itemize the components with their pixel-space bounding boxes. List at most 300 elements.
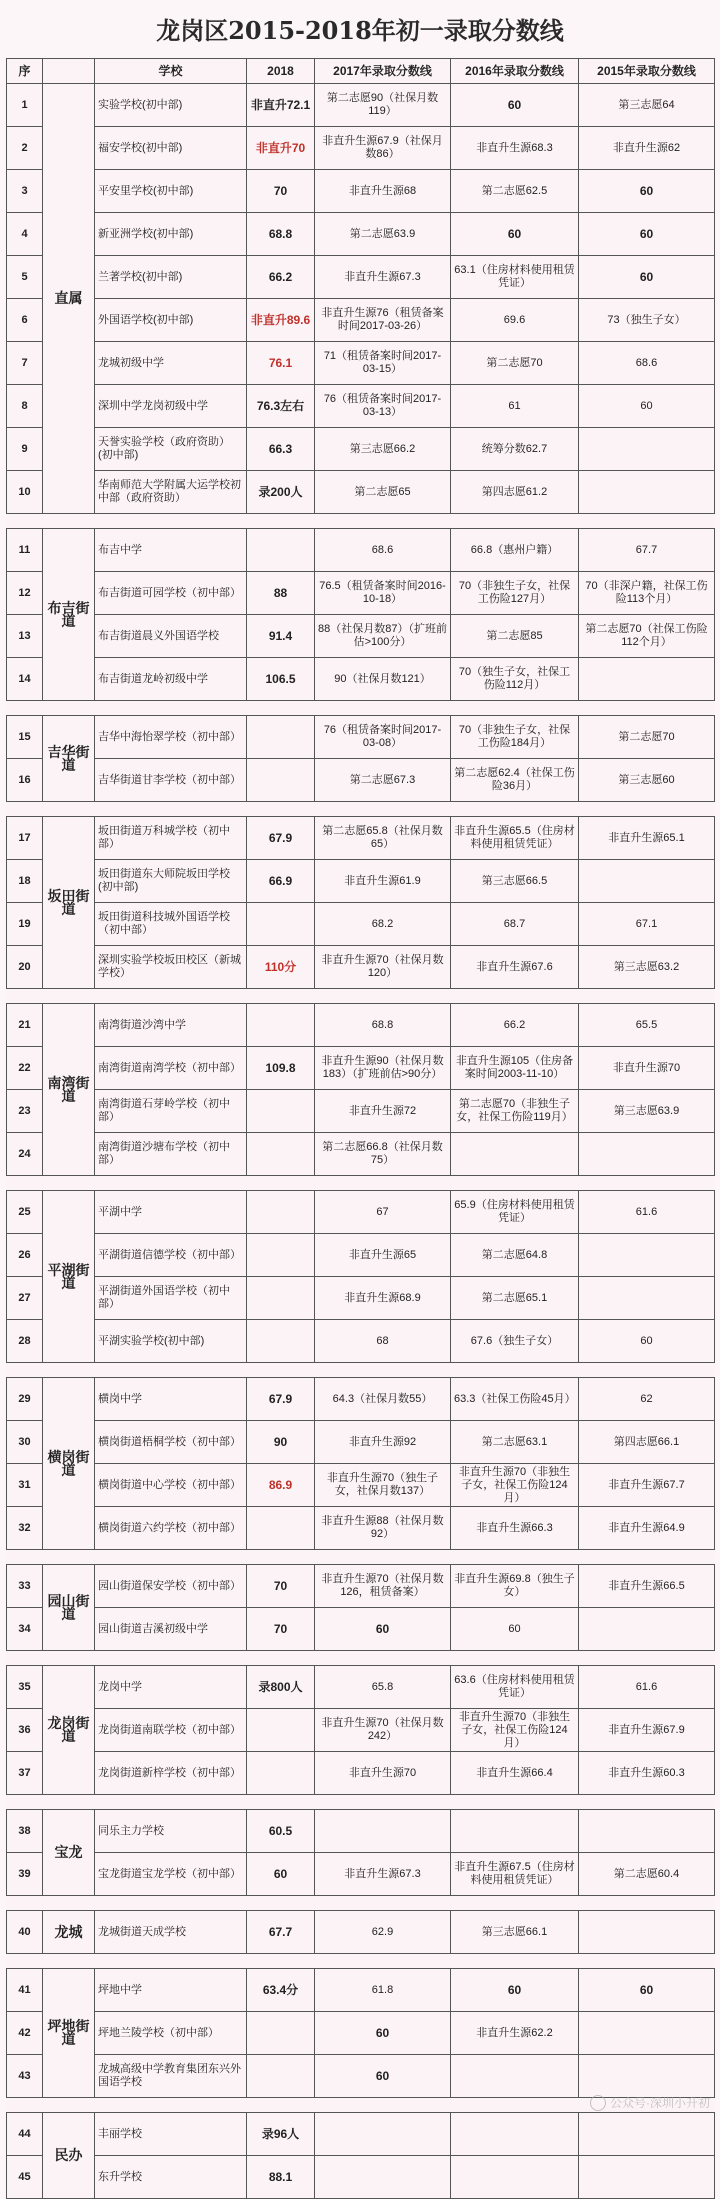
score-2016: 第四志愿61.2: [451, 471, 579, 514]
school-name: 平湖中学: [95, 1191, 247, 1234]
school-name: 布吉街道晨义外国语学校: [95, 615, 247, 658]
score-2017: 60: [315, 2012, 451, 2055]
district-cell: 园山街道: [43, 1565, 95, 1651]
score-2015: 第三志愿60: [579, 759, 715, 802]
table-body: [7, 84, 715, 2199]
table-row: [7, 1090, 715, 1133]
table-row: [7, 1277, 715, 1320]
score-2015: 60: [579, 1969, 715, 2012]
header-index: 序: [7, 59, 43, 84]
score-2015: [579, 1277, 715, 1320]
score-2016: 第二志愿65.1: [451, 1277, 579, 1320]
group-spacer: [7, 802, 715, 817]
row-index: 36: [7, 1709, 43, 1752]
score-2015: 第三志愿63.9: [579, 1090, 715, 1133]
score-2016: [451, 2156, 579, 2199]
row-index: 41: [7, 1969, 43, 2012]
score-2015: [579, 471, 715, 514]
score-2015: 73（独生子女）: [579, 299, 715, 342]
score-2017: 非直升生源65: [315, 1234, 451, 1277]
score-2018: 录96人: [247, 2113, 315, 2156]
score-2017: 88（社保月数87）（扩班前估>100分）: [315, 615, 451, 658]
score-2016: [451, 2055, 579, 2098]
score-2016: 70（独生子女，社保工伤险112月）: [451, 658, 579, 701]
table-header-row: [7, 59, 715, 84]
score-2018: 66.9: [247, 860, 315, 903]
score-2016: 第二志愿62.4（社保工伤险36月）: [451, 759, 579, 802]
score-2018: 76.3左右: [247, 385, 315, 428]
row-index: 9: [7, 428, 43, 471]
school-name: 龙城街道天成学校: [95, 1911, 247, 1954]
score-2017: 第三志愿66.2: [315, 428, 451, 471]
school-name: 丰丽学校: [95, 2113, 247, 2156]
school-name: 新亚洲学校(初中部): [95, 213, 247, 256]
spacer-cell: [7, 1363, 715, 1378]
score-2015: 60: [579, 213, 715, 256]
school-name: 实验学校(初中部): [95, 84, 247, 127]
school-name: 南湾街道沙湾中学: [95, 1004, 247, 1047]
row-index: 14: [7, 658, 43, 701]
watermark-text: 公众号·深圳小升初: [610, 2096, 710, 2110]
spacer-cell: [7, 802, 715, 817]
score-2015: 68.6: [579, 342, 715, 385]
score-2016: 63.1（住房材料使用租赁凭证）: [451, 256, 579, 299]
table-row: [7, 759, 715, 802]
row-index: 8: [7, 385, 43, 428]
school-name: 横岗街道梧桐学校（初中部）: [95, 1421, 247, 1464]
row-index: 28: [7, 1320, 43, 1363]
table-row: [7, 1133, 715, 1176]
score-2015: 60: [579, 170, 715, 213]
score-2018: 非直升72.1: [247, 84, 315, 127]
school-name: 横岗街道中心学校（初中部）: [95, 1464, 247, 1507]
score-2018: [247, 903, 315, 946]
header-school: 学校: [95, 59, 247, 84]
score-2016: 非直升生源62.2: [451, 2012, 579, 2055]
score-2018: [247, 1234, 315, 1277]
table-row: [7, 1853, 715, 1896]
score-2018: [247, 1320, 315, 1363]
score-2018: [247, 759, 315, 802]
score-2018: [247, 2055, 315, 2098]
score-2016: 61: [451, 385, 579, 428]
table-row: [7, 385, 715, 428]
school-name: 兰著学校(初中部): [95, 256, 247, 299]
row-index: 44: [7, 2113, 43, 2156]
score-2015: [579, 1234, 715, 1277]
score-2018: 88.1: [247, 2156, 315, 2199]
score-2015: [579, 860, 715, 903]
score-2017: 非直升生源67.3: [315, 1853, 451, 1896]
table-row: [7, 529, 715, 572]
score-2018: 非直升89.6: [247, 299, 315, 342]
school-name: 平湖街道外国语学校（初中部）: [95, 1277, 247, 1320]
table-row: [7, 1709, 715, 1752]
header-2018: 2018: [247, 59, 315, 84]
row-index: 22: [7, 1047, 43, 1090]
school-name: 龙岗街道南联学校（初中部）: [95, 1709, 247, 1752]
row-index: 35: [7, 1666, 43, 1709]
table-row: [7, 1464, 715, 1507]
score-2016: 63.6（住房材料使用租赁凭证）: [451, 1666, 579, 1709]
score-2016: 非直升生源70（非独生子女，社保工伤险124月）: [451, 1464, 579, 1507]
score-2017: 第二志愿63.9: [315, 213, 451, 256]
table-row: [7, 1565, 715, 1608]
table-row: [7, 127, 715, 170]
row-index: 7: [7, 342, 43, 385]
school-name: 吉华街道甘李学校（初中部）: [95, 759, 247, 802]
score-2015: 非直升生源65.1: [579, 817, 715, 860]
district-cell: 直属: [43, 84, 95, 514]
score-2016: 67.6（独生子女）: [451, 1320, 579, 1363]
score-2016: 70（非独生子女，社保工伤险184月）: [451, 716, 579, 759]
row-index: 18: [7, 860, 43, 903]
school-name: 布吉街道可园学校（初中部）: [95, 572, 247, 615]
score-2016: 60: [451, 1969, 579, 2012]
score-2016: 统筹分数62.7: [451, 428, 579, 471]
score-2016: 非直升生源105（住房备案时间2003-11-10）: [451, 1047, 579, 1090]
score-2017: 第二志愿90（社保月数119）: [315, 84, 451, 127]
table-row: [7, 1507, 715, 1550]
score-2018: [247, 1507, 315, 1550]
table-row: [7, 658, 715, 701]
school-name: 南湾街道南湾学校（初中部）: [95, 1047, 247, 1090]
table-row: [7, 946, 715, 989]
table-row: [7, 1320, 715, 1363]
row-index: 2: [7, 127, 43, 170]
table-row: [7, 2012, 715, 2055]
row-index: 24: [7, 1133, 43, 1176]
score-2017: 76.5（租赁备案时间2016-10-18）: [315, 572, 451, 615]
score-2017: 第二志愿66.8（社保月数75）: [315, 1133, 451, 1176]
score-2018: 66.2: [247, 256, 315, 299]
district-cell: 龙城: [43, 1911, 95, 1954]
table-row: [7, 84, 715, 127]
score-2017: 65.8: [315, 1666, 451, 1709]
school-name: 平湖街道信德学校（初中部）: [95, 1234, 247, 1277]
score-2016: 68.7: [451, 903, 579, 946]
score-2017: 68.2: [315, 903, 451, 946]
score-2017: 非直升生源70: [315, 1752, 451, 1795]
score-2015: [579, 2113, 715, 2156]
score-2015: 第四志愿66.1: [579, 1421, 715, 1464]
score-2015: [579, 1133, 715, 1176]
table-row: [7, 860, 715, 903]
header-2015: 2015年录取分数线: [579, 59, 715, 84]
district-cell: 坂田街道: [43, 817, 95, 989]
row-index: 27: [7, 1277, 43, 1320]
school-name: 平湖实验学校(初中部): [95, 1320, 247, 1363]
score-2017: 第二志愿65: [315, 471, 451, 514]
score-2018: [247, 1133, 315, 1176]
score-2017: [315, 2113, 451, 2156]
score-2017: 非直升生源70（独生子女，社保月数137）: [315, 1464, 451, 1507]
school-name: 福安学校(初中部): [95, 127, 247, 170]
score-2017: 64.3（社保月数55）: [315, 1378, 451, 1421]
table-row: [7, 1378, 715, 1421]
score-2015: [579, 1608, 715, 1651]
table-row: [7, 716, 715, 759]
score-2018: 67.7: [247, 1911, 315, 1954]
score-2017: 61.8: [315, 1969, 451, 2012]
score-2018: 67.9: [247, 817, 315, 860]
score-2015: [579, 658, 715, 701]
row-index: 4: [7, 213, 43, 256]
score-2017: 76（租赁备案时间2017-03-13）: [315, 385, 451, 428]
row-index: 11: [7, 529, 43, 572]
score-2015: 第二志愿70（社保工伤险112个月）: [579, 615, 715, 658]
school-name: 布吉中学: [95, 529, 247, 572]
group-spacer: [7, 1651, 715, 1666]
score-2017: 68: [315, 1320, 451, 1363]
score-2015: 60: [579, 1320, 715, 1363]
score-2016: 第三志愿66.5: [451, 860, 579, 903]
row-index: 10: [7, 471, 43, 514]
score-2016: 70（非独生子女，社保工伤险127月）: [451, 572, 579, 615]
school-name: 横岗中学: [95, 1378, 247, 1421]
row-index: 20: [7, 946, 43, 989]
table-row: [7, 1608, 715, 1651]
row-index: 33: [7, 1565, 43, 1608]
school-name: 坪地中学: [95, 1969, 247, 2012]
group-spacer: [7, 1954, 715, 1969]
row-index: 23: [7, 1090, 43, 1133]
table-row: [7, 2156, 715, 2199]
district-cell: 坪地街道: [43, 1969, 95, 2098]
score-2017: 第二志愿65.8（社保月数65）: [315, 817, 451, 860]
score-2018: 66.3: [247, 428, 315, 471]
score-2016: 第二志愿70: [451, 342, 579, 385]
spacer-cell: [7, 1896, 715, 1911]
score-2018: 91.4: [247, 615, 315, 658]
table-row: [7, 471, 715, 514]
row-index: 19: [7, 903, 43, 946]
row-index: 30: [7, 1421, 43, 1464]
score-2018: 86.9: [247, 1464, 315, 1507]
school-name: 坂田街道东大师院坂田学校(初中部): [95, 860, 247, 903]
district-cell: 布吉街道: [43, 529, 95, 701]
row-index: 31: [7, 1464, 43, 1507]
score-2017: 71（租赁备案时间2017-03-15）: [315, 342, 451, 385]
score-2015: 非直升生源67.9: [579, 1709, 715, 1752]
score-2017: 67: [315, 1191, 451, 1234]
score-2015: 70（非深户籍，社保工伤险113个月）: [579, 572, 715, 615]
group-spacer: [7, 1176, 715, 1191]
score-2015: 60: [579, 385, 715, 428]
group-spacer: [7, 1550, 715, 1565]
score-2015: 非直升生源62: [579, 127, 715, 170]
score-2018: 63.4分: [247, 1969, 315, 2012]
school-name: 龙城高级中学教育集团东兴外国语学校: [95, 2055, 247, 2098]
school-name: 深圳中学龙岗初级中学: [95, 385, 247, 428]
spacer-cell: [7, 1550, 715, 1565]
school-name: 布吉街道龙岭初级中学: [95, 658, 247, 701]
score-2018: 68.8: [247, 213, 315, 256]
group-spacer: [7, 1363, 715, 1378]
table-row: [7, 1191, 715, 1234]
table-row: [7, 1666, 715, 1709]
score-2017: 非直升生源88（社保月数92）: [315, 1507, 451, 1550]
school-name: 南湾街道沙塘布学校（初中部）: [95, 1133, 247, 1176]
header-2017: 2017年录取分数线: [315, 59, 451, 84]
score-2017: 非直升生源70（社保月数242）: [315, 1709, 451, 1752]
score-2015: 第二志愿60.4: [579, 1853, 715, 1896]
score-2017: 非直升生源67.9（社保月数86）: [315, 127, 451, 170]
score-2016: 非直升生源66.4: [451, 1752, 579, 1795]
school-name: 坪地兰陵学校（初中部）: [95, 2012, 247, 2055]
score-2016: [451, 1133, 579, 1176]
school-name: 吉华中海怡翠学校（初中部）: [95, 716, 247, 759]
score-2018: [247, 529, 315, 572]
score-2015: 第三志愿64: [579, 84, 715, 127]
score-2016: 66.2: [451, 1004, 579, 1047]
row-index: 43: [7, 2055, 43, 2098]
score-2018: 109.8: [247, 1047, 315, 1090]
school-name: 东升学校: [95, 2156, 247, 2199]
score-2015: [579, 2156, 715, 2199]
table-row: [7, 256, 715, 299]
school-name: 外国语学校(初中部): [95, 299, 247, 342]
score-2018: [247, 1752, 315, 1795]
table-row: [7, 1969, 715, 2012]
school-name: 同乐主力学校: [95, 1810, 247, 1853]
school-name: 南湾街道石芽岭学校（初中部）: [95, 1090, 247, 1133]
score-2017: [315, 2156, 451, 2199]
school-name: 深圳实验学校坂田校区（新城学校）: [95, 946, 247, 989]
score-2015: 60: [579, 256, 715, 299]
score-2016: 非直升生源65.5（住房材料使用租赁凭证）: [451, 817, 579, 860]
score-2018: [247, 1709, 315, 1752]
spacer-cell: [7, 1651, 715, 1666]
score-2015: 61.6: [579, 1666, 715, 1709]
score-table: [6, 58, 715, 2199]
score-2015: 65.5: [579, 1004, 715, 1047]
score-2015: 61.6: [579, 1191, 715, 1234]
spacer-cell: [7, 1795, 715, 1810]
school-name: 龙城初级中学: [95, 342, 247, 385]
spacer-cell: [7, 701, 715, 716]
score-2018: 70: [247, 1608, 315, 1651]
score-2015: [579, 428, 715, 471]
school-name: 华南师范大学附属大运学校初中部（政府资助）: [95, 471, 247, 514]
score-2017: 非直升生源70（社保月数120）: [315, 946, 451, 989]
score-2017: 非直升生源72: [315, 1090, 451, 1133]
school-name: 坂田街道科技城外国语学校（初中部）: [95, 903, 247, 946]
score-2015: 67.1: [579, 903, 715, 946]
score-2016: 第二志愿70（非独生子女，社保工伤险119月）: [451, 1090, 579, 1133]
score-2017: 90（社保月数121）: [315, 658, 451, 701]
score-2016: 60: [451, 213, 579, 256]
table-row: [7, 1810, 715, 1853]
score-2018: 录200人: [247, 471, 315, 514]
school-name: 宝龙街道宝龙学校（初中部）: [95, 1853, 247, 1896]
table-row: [7, 299, 715, 342]
score-2016: [451, 2113, 579, 2156]
table-row: [7, 1004, 715, 1047]
score-2016: [451, 1810, 579, 1853]
school-name: 龙岗街道新梓学校（初中部）: [95, 1752, 247, 1795]
score-2018: [247, 1004, 315, 1047]
score-2018: [247, 1277, 315, 1320]
score-2015: 非直升生源66.5: [579, 1565, 715, 1608]
score-2017: 非直升生源90（社保月数183）（扩班前估>90分）: [315, 1047, 451, 1090]
score-2017: 非直升生源68: [315, 170, 451, 213]
row-index: 6: [7, 299, 43, 342]
score-2017: 60: [315, 2055, 451, 2098]
spacer-cell: [7, 1176, 715, 1191]
row-index: 32: [7, 1507, 43, 1550]
score-2017: 62.9: [315, 1911, 451, 1954]
school-name: 园山街道保安学校（初中部）: [95, 1565, 247, 1608]
group-spacer: [7, 1896, 715, 1911]
score-2015: 非直升生源67.7: [579, 1464, 715, 1507]
score-2018: 76.1: [247, 342, 315, 385]
score-2015: 67.7: [579, 529, 715, 572]
score-2016: 非直升生源69.8（独生子女）: [451, 1565, 579, 1608]
score-2018: [247, 2012, 315, 2055]
page-title: 龙岗区2015-2018年初一录取分数线: [156, 15, 564, 45]
row-index: 39: [7, 1853, 43, 1896]
score-2016: 65.9（住房材料使用租赁凭证）: [451, 1191, 579, 1234]
table-row: [7, 170, 715, 213]
table-row: [7, 572, 715, 615]
table-row: [7, 817, 715, 860]
header-2016: 2016年录取分数线: [451, 59, 579, 84]
row-index: 16: [7, 759, 43, 802]
score-2017: 68.6: [315, 529, 451, 572]
table-row: [7, 213, 715, 256]
district-cell: 龙岗街道: [43, 1666, 95, 1795]
score-2016: 第二志愿85: [451, 615, 579, 658]
score-2016: 非直升生源68.3: [451, 127, 579, 170]
score-2016: 60: [451, 1608, 579, 1651]
score-2016: 非直升生源67.6: [451, 946, 579, 989]
score-2017: 非直升生源68.9: [315, 1277, 451, 1320]
row-index: 3: [7, 170, 43, 213]
district-cell: 南湾街道: [43, 1004, 95, 1176]
row-index: 17: [7, 817, 43, 860]
row-index: 12: [7, 572, 43, 615]
district-cell: 民办: [43, 2113, 95, 2199]
score-2016: 第二志愿63.1: [451, 1421, 579, 1464]
wechat-icon: [590, 2095, 606, 2111]
score-2016: 非直升生源70（非独生子女，社保工伤险124月）: [451, 1709, 579, 1752]
row-index: 13: [7, 615, 43, 658]
table-row: [7, 342, 715, 385]
score-2018: 60: [247, 1853, 315, 1896]
school-name: 天誉实验学校（政府资助）(初中部): [95, 428, 247, 471]
school-name: 龙岗中学: [95, 1666, 247, 1709]
score-2018: 88: [247, 572, 315, 615]
table-row: [7, 428, 715, 471]
score-2017: 非直升生源70（社保月数126，租赁备案）: [315, 1565, 451, 1608]
table-row: [7, 1752, 715, 1795]
spacer-cell: [7, 514, 715, 529]
table-row: [7, 615, 715, 658]
header-district: [43, 59, 95, 84]
group-spacer: [7, 701, 715, 716]
score-2016: 第三志愿66.1: [451, 1911, 579, 1954]
district-cell: 平湖街道: [43, 1191, 95, 1363]
score-2015: [579, 1911, 715, 1954]
row-index: 34: [7, 1608, 43, 1651]
score-2018: 110分: [247, 946, 315, 989]
row-index: 26: [7, 1234, 43, 1277]
row-index: 1: [7, 84, 43, 127]
row-index: 21: [7, 1004, 43, 1047]
row-index: 38: [7, 1810, 43, 1853]
score-2017: 非直升生源76（租赁备案时间2017-03-26）: [315, 299, 451, 342]
